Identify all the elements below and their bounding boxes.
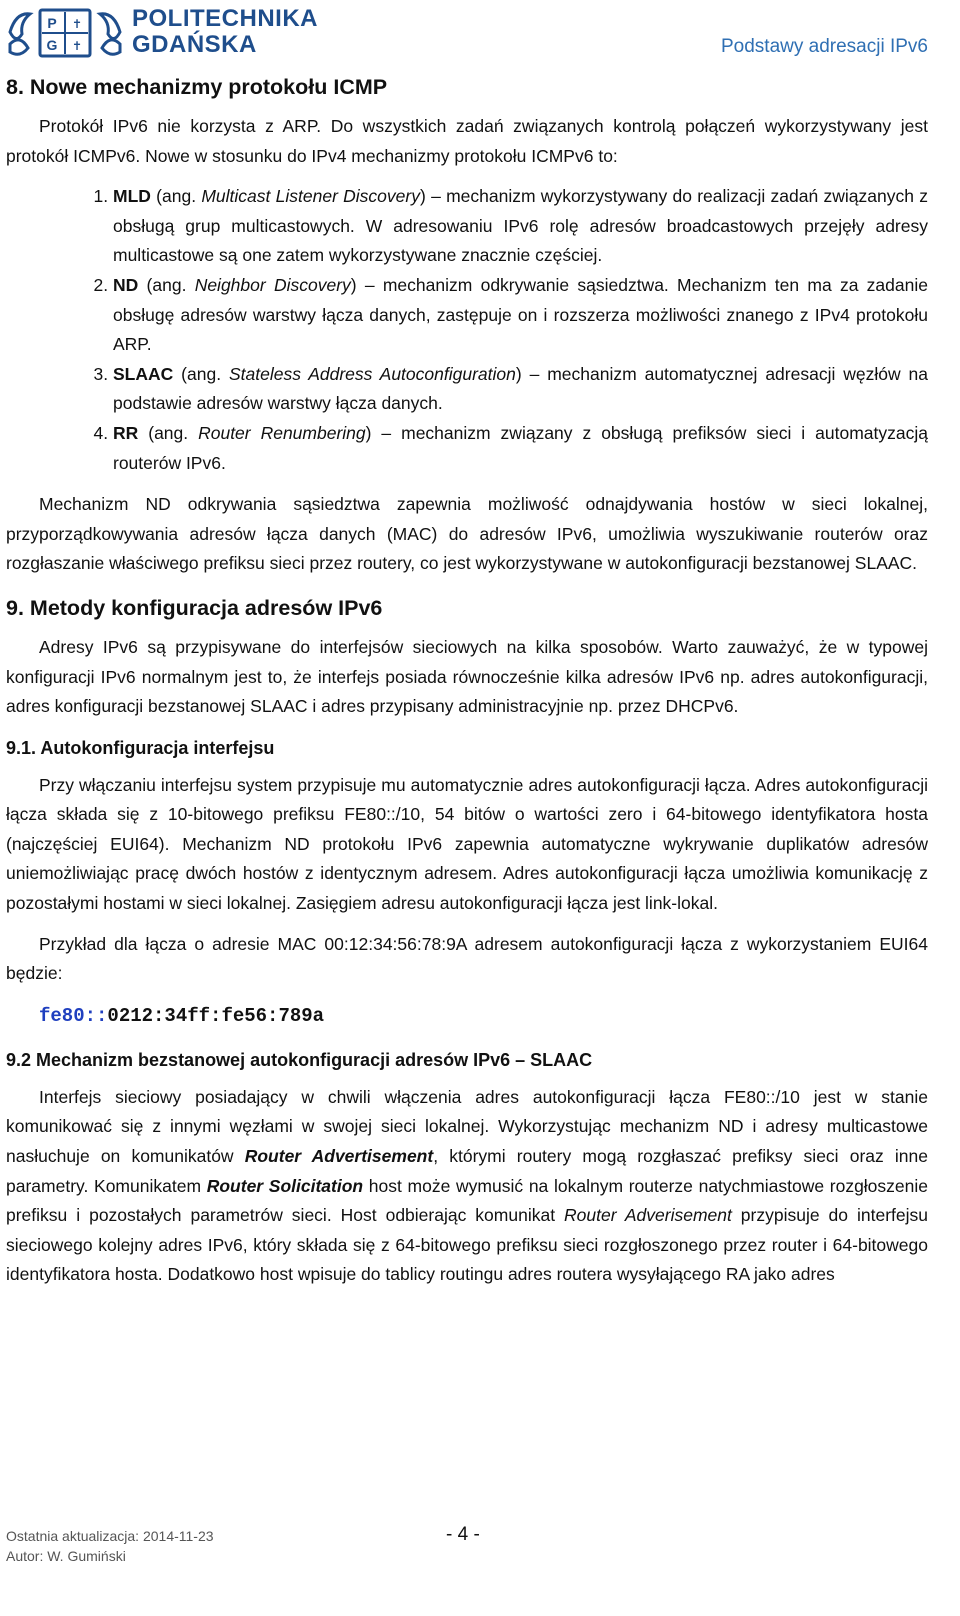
university-name [132,6,318,58]
list-item: 4. RR (ang. Router Renumbering) – mechanizm związany z obsługą prefiksów sieci i automatyzacją routerów IPv6. [113,419,928,478]
page-header [0,0,960,66]
list-item: 2. ND (ang. Neighbor Discovery) – mechanizm odkrywanie sąsiedztwa. Mechanizm ten ma za zadanie obsługę adresów warstwy łącza danych, zastępuje on i rozszerza możliwości znanego z IPv4 protokołu ARP. [113,271,928,360]
page-number: - 4 - [446,1524,480,1545]
section-8-intro: Protokół IPv6 nie korzysta z ARP. Do wszystkich zadań związanych kontrolą połączeń wykorzystywany jest protokół ICMPv6. Nowe w stosunku do IPv4 mechanizmy protokołu ICMPv6 to: [6,116,928,166]
university-logo [6,4,124,62]
footer-last-update: Ostatnia aktualizacja: 2014-11-23 [6,1528,214,1544]
svg-text:✝: ✝ [71,39,83,53]
section-9-intro: Adresy IPv6 są przypisywane do interfejsów sieciowych na kilka sposobów. Warto zauważyć, że w typowej konfiguracji IPv6 normalnym jest to, że interfejs posiada równocześnie kilka adresów IPv6 np. adres autokonfiguracji, adres konfiguracji bezstanowej SLAAC i adres przypisany administracyjnie np. przez DHCPv6. [6,636,928,717]
section-9-1-heading: 9.1. Autokonfiguracja interfejsu [6,737,275,758]
logo-letter-p: P [47,15,57,31]
section-9-1-paragraph-1: Przy włączaniu interfejsu system przypisuje mu automatycznie adres autokonfiguracji łącza. Adres autokonfiguracji łącza składa się z 10-bitowego prefiksu FE80::/10, 54 bitów o wartości zero i 64-bitowego identyfikatora hosta (najczęściej EUI64). Mechanizm ND protokołu IPv6 zapewnia automatyczne wykrywanie duplikatów adresów uniemożliwiając pracę dwóch hostów z identycznym adresem. Adres autokonfiguracji łącza umożliwia komunikację z pozostałymi hostami w sieci lokalnej. Zasięgiem adresu autokonfiguracji łącza jest link-lokal. [6,774,928,914]
section-9-2-paragraph: Interfejs sieciowy posiadający w chwili włączenia adres autokonfiguracji łącza FE80::/10 jest w stanie komunikować się z innymi węzłami w swojej sieci lokalnej. Wykorzystując mechanizm ND i adresy multicastowe nasłuchuje on komunikatów Router Advertisement, którymi routery mogą rozgłaszać prefiksy sieci oraz inne parametry. Komunikatem Router Solicitation host może wymusić na lokalnym routerze natychmiastowe rozgłoszenie prefiksu i pozostałych parametrów sieci. Host odbierając komunikat Router Adverisement przypisuje do interfejsu sieciowego kolejny adres IPv6, który składa się z 64-bitowego prefiksu sieci rozgłoszonego przez router i 64-bitowego identyfikatora hosta. Dodatkowo host wpisuje do tablicy routingu adres routera wysyłającego RA jako adres [6,1086,929,1285]
document-title: Podstawy adresacji IPv6 [721,36,928,57]
section-9-1-paragraph-2: Przykład dla łącza o adresie MAC 00:12:34:56:78:9A adresem autokonfiguracji łącza z wykorzystaniem EUI64 będzie: [6,933,928,984]
section-9-heading: 9. Metody konfiguracja adresów IPv6 [6,595,383,620]
icmp-mechanisms-list [6,182,928,478]
logo-letter-g: G [46,37,58,53]
section-8-heading: 8. Nowe mechanizmy protokołu ICMP [6,75,388,99]
brand-line1: POLITECHNIKA [132,5,318,32]
code-suffix: 0212:34ff:fe56:789a [107,1004,325,1027]
footer-author: Autor: W. Gumiński [6,1548,126,1564]
code-prefix: fe80:: [39,1004,108,1027]
list-item: 3. SLAAC (ang. Stateless Address Autoconfiguration) – mechanizm automatycznej adresacji węzłów na podstawie adresów warstwy łącza danych. [113,360,928,419]
brand-line2: GDAŃSKA [132,31,257,58]
document-body [6,72,928,1301]
list-item: 1. MLD (ang. Multicast Listener Discovery) – mechanizm wykorzystywany do realizacji zadań związanych z obsługą grup multicastowych. W adresowaniu IPv6 rolę adresów broadcastowych przejęły adresy multicastowe są one zatem wykorzystywane znacznie częściej. [113,182,928,271]
svg-text:✝: ✝ [71,17,83,31]
section-9-2-heading: 9.2 Mechanizm bezstanowej autokonfiguracji adresów IPv6 – SLAAC [6,1049,593,1070]
code-example-address [39,1001,928,1031]
section-8-nd-paragraph: Mechanizm ND odkrywania sąsiedztwa zapewnia możliwość odnajdywania hostów w sieci lokalnej, przyporządkowywania adresów łącza danych (MAC) do adresów IPv6, umożliwia wyszukiwanie routerów oraz rozgłaszanie właściwego prefiksu sieci przez routery, co jest wykorzystywane w autokonfiguracji bezstanowej SLAAC. [6,494,928,574]
